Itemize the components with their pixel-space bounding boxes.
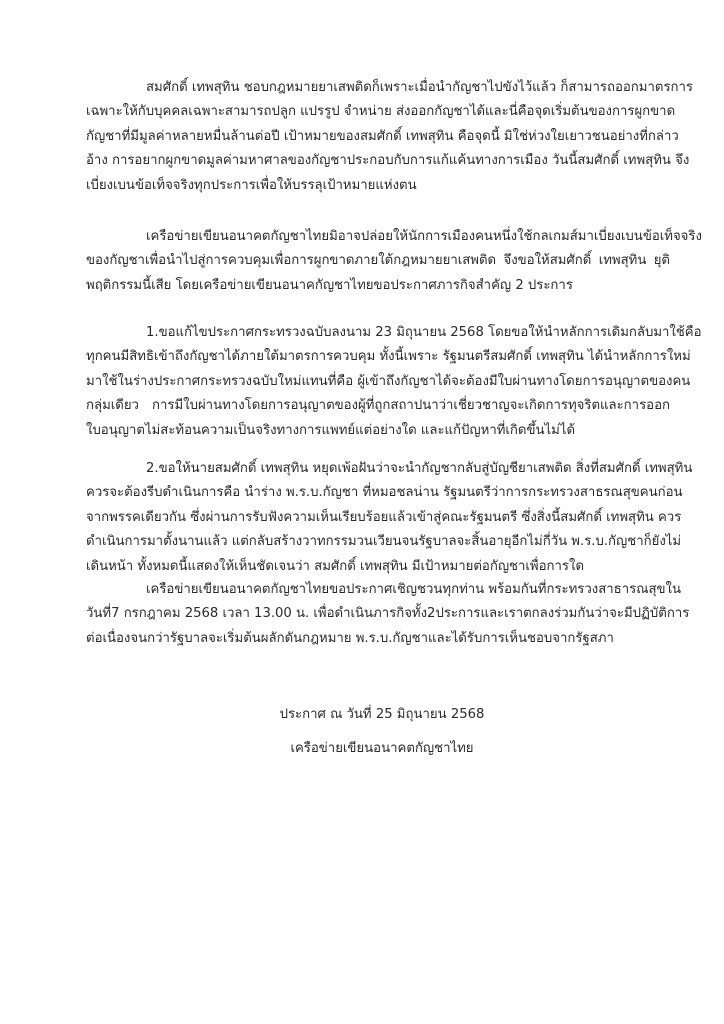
text-line: ควรจะต้องรีบดำเนินการคือ นำร่าง พ.ร.บ.กัญชา ที่หมอชลน่าน รัฐมนตรีว่าการกระทรวงสาธรณสุขคนก่อน bbox=[86, 485, 683, 501]
mission-item-1 bbox=[86, 321, 702, 443]
text-line: จากพรรคเดียวกัน ซึ่งผ่านการรับฟังความเห็นเรียบร้อยแล้วเข้าสู่คณะรัฐมนตรี ซึ่งสิ่งนี้สมศักดิ์ เทพสุทิน ควร bbox=[86, 509, 682, 525]
text-line: มาใช้ในร่างประกาศกระทรวงฉบับใหม่แทนที่คือ ผู้เข้าถึงกัญชาได้จะต้องมีใบผ่านทางโดยการอนุญาตของคน bbox=[86, 373, 691, 389]
text-line: ใบอนุญาตไม่สะท้อนความเป็นจริงทางการแพทย์แต่อย่างใด และแก้ปัญหาที่เกิดขึ้นไม่ได้ bbox=[86, 422, 576, 438]
text-line: พฤติกรรมนี้เสีย โดยเครือข่ายเขียนอนาคกัญชาไทยขอประกาศภารกิจสำคัญ 2 ประการ bbox=[86, 277, 573, 293]
text-line: 2.ขอให้นายสมศักดิ์ เทพสุทิน หยุดเพ้อฝันว่าจะนำกัญชากลับสู่บัญชียาเสพติด สิ่งที่สมศักดิ์ เทพสุทิน bbox=[146, 461, 693, 476]
mission-item-2 bbox=[86, 457, 693, 579]
text-line: ของกัญชาเพื่อนำไปสู่การควบคุมเพื่อการผูกขาดภายใต้กฎหมายยาเสพติด จึงขอให้สมศักดิ์ เทพสุทิน ยุติ bbox=[86, 253, 670, 269]
text-line: อ้าง การอยากผูกขาดมูลค่ามหาศาลของกัญชาประกอบกับการแก้แค้นทางการเมือง วันนี้สมศักดิ์ เทพสุทิน จึง bbox=[86, 153, 690, 169]
text-line: กัญชาที่มีมูลค่าหลายหมื่นล้านต่อปี เป้าหมายของสมศักดิ์ เทพสุทิน คือจุดนี้ มิใช่ห่วงใยเยาวชนอย่างที่กล่าว bbox=[86, 128, 679, 144]
organization-name: เครือข่ายเขียนอนาคตกัญชาไทย bbox=[290, 741, 474, 756]
invitation-paragraph bbox=[86, 578, 690, 651]
paragraph-2 bbox=[86, 225, 702, 298]
text-line: เดินหน้า ทั้งหมดนี้แสดงให้เห็นชัดเจนว่า สมศักดิ์ เทพสุทิน มีเป้าหมายต่อกัญชาเพื่อการใด bbox=[86, 558, 585, 574]
text-line: เบี่ยงเบนข้อเท็จจริงทุกประการเพื่อให้บรรลุเป้าหมายแห่งตน bbox=[86, 177, 417, 193]
text-line: ต่อเนื่องจนกว่ารัฐบาลจะเริ่มต้นผลักดันกฎหมาย พ.ร.บ.กัญชาและได้รับการเห็นชอบจากรัฐสภา bbox=[86, 630, 614, 646]
text-line: ทุกคนมีสิทธิเข้าถึงกัญชาได้ภายใต้มาตรการควบคุม ทั้งนี้เพราะ รัฐมนตรีสมศักดิ์ เทพสุทิน ได้นำหลักการใหม่ bbox=[86, 349, 691, 365]
announcement-date: ประกาศ ณ วันที่ 25 มิถุนายน 2568 bbox=[279, 707, 485, 722]
text-line: เครือข่ายเขียนอนาคตกัญชาไทยขอประกาศเชิญชวนทุกท่าน พร้อมกันที่กระทรวงสาธารณสุขใน bbox=[146, 582, 681, 597]
text-line: 1.ขอแก้ไขประกาศกระทรวงฉบับลงนาม 23 มิถุนายน 2568 โดยขอให้นำหลักการเดิมกลับมาใช้คือ bbox=[146, 325, 702, 340]
text-line: เครือข่ายเขียนอนาคตกัญชาไทยมิอาจปล่อยให้นักการเมืองคนหนึ่งใช้กลเกมส์มาเบี่ยงเบนข้อเท็จจริง bbox=[146, 229, 702, 244]
text-line: เฉพาะให้กับบุคคลเฉพาะสามารถปลูก แปรรูป จำหน่าย ส่งออกกัญชาได้และนี่คือจุดเริ่มต้นของการผูกขาด bbox=[86, 104, 676, 120]
text-line: ดำเนินการมาตั้งนานแล้ว แต่กลับสร้างวาทกรรมวนเวียนจนรัฐบาลจะสิ้นอายุอีกไม่กี่วัน พ.ร.บ.กัญชาก็ยังไม่ bbox=[86, 534, 682, 550]
text-line: วันที่7 กรกฎาคม 2568 เวลา 13.00 น. เพื่อดำเนินภารกิจทั้ง2ประการและเราตกลงร่วมกันว่าจะมีปฏิบัติการ bbox=[86, 606, 690, 622]
text-line: สมศักดิ์ เทพสุทิน ชอบกฎหมายยาเสพติดก็เพราะเมื่อนำกัญชาไปขังไว้แล้ว ก็สามารถออกมาตรการ bbox=[146, 80, 693, 95]
text-line: กลุ่มเดียว การมีใบผ่านทางโดยการอนุญาตของผู้ที่ถูกสถาปนาว่าเชี่ยวชาญจะเกิดการทุจริตและการออก bbox=[86, 398, 670, 414]
paragraph-1 bbox=[86, 76, 693, 198]
